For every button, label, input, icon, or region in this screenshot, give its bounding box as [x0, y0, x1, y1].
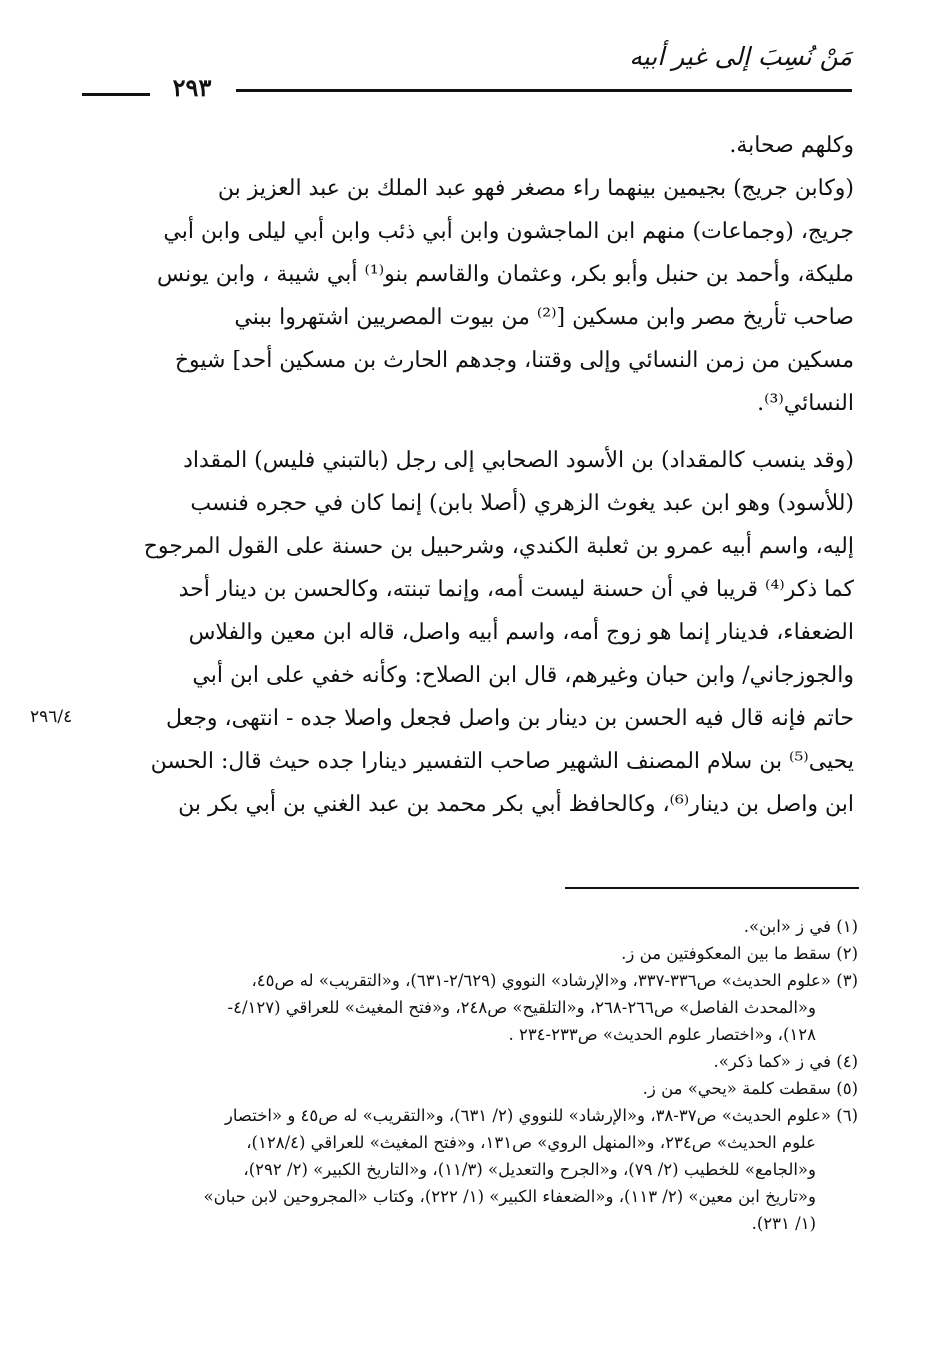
text-line: يحيى⁽⁵⁾ بن سلام المصنف الشهير صاحب التفسير دينارا جده حيث قال: الحسن	[150, 749, 854, 774]
footnote-line: (٦) «علوم الحديث» ص٣٧-٣٨، و«الإرشاد» للنووي (٢/ ٦٣١)، و«التقريب» له ص٤٥ و «اختصار	[224, 1106, 858, 1125]
text-line: كما ذكر⁽⁴⁾ قريبا في أن حسنة ليست أمه، وإنما تبنته، وكالحسن بن دينار أحد	[178, 577, 854, 602]
text-line: صاحب تأريخ مصر وابن مسكين [⁽²⁾ من بيوت المصريين اشتهروا ببني	[234, 305, 854, 330]
text-line: حاتم فإنه قال فيه الحسن بن دينار بن واصل فجعل واصلا جده - انتهى، وجعل	[166, 706, 854, 731]
text-line: مسكين من زمن النسائي وإلى وقتنا، وجدهم الحارث بن مسكين أحد] شيوخ	[174, 348, 854, 373]
footnote-line: (٤) في ز «كما ذكر».	[713, 1052, 858, 1071]
footnote-line: (٢) سقط ما بين المعكوفتين من ز.	[621, 944, 858, 963]
text-line: جريج، (وجماعات) منهم ابن الماجشون وابن أبي ذئب وابن أبي ليلى وابن أبي	[163, 219, 854, 244]
text-line: الضعفاء، فدينار إنما هو زوج أمه، واسم أبيه واصل، قاله ابن معين والفلاس	[188, 620, 854, 645]
text-line: مليكة، وأحمد بن حنبل وأبو بكر، وعثمان والقاسم بنو⁽¹⁾ أبي شيبة ، وابن يونس	[157, 262, 854, 287]
text-line: (للأسود) وهو ابن عبد يغوث الزهري (أصلا بابن) إنما كان في حجره فنسب	[190, 491, 854, 516]
paragraph-gap	[80, 425, 854, 439]
main-text	[80, 124, 854, 826]
footnote-line: (٣) «علوم الحديث» ص٣٣٦-٣٣٧، و«الإرشاد» النووي (٢/٦٢٩-٦٣١)، و«التقريب» له ص٤٥،	[251, 971, 858, 990]
text-line: والجوزجاني/ وابن حبان وغيرهم، قال ابن الصلاح: وكأنه خفي على ابن أبي	[192, 663, 854, 688]
text-line: (وكابن جريج) بجيمين بينهما راء مصغر فهو عبد الملك بن عبد العزيز بن	[217, 176, 854, 201]
header-rule-short	[82, 93, 150, 96]
footnote-line: (٥) سقطت كلمة «يحي» من ز.	[642, 1079, 858, 1098]
footnotes	[78, 913, 858, 1237]
running-title: مَنْ نُسِبَ إلى غير أبيه	[629, 42, 852, 71]
footnote-line: (١) في ز «ابن».	[743, 917, 858, 936]
text-line: النسائي⁽³⁾.	[757, 391, 854, 416]
text-line: وكلهم صحابة.	[729, 133, 854, 158]
page-header	[0, 0, 947, 110]
footnote-line: و«المحدث الفاصل» ص٢٦٦-٢٦٨، و«التلقيح» ص٢٤٨، و«فتح المغيث» للعراقي (٤/١٢٧-	[227, 998, 816, 1017]
footnote-separator	[565, 887, 859, 889]
footnote-line: و«تاريخ ابن معين» (٢/ ١١٣)، و«الضعفاء الكبير» (١/ ٢٢٢)، وكتاب «المجروحين لابن حبان»	[203, 1187, 816, 1206]
header-rule	[236, 89, 852, 92]
footnote-line: (١/ ٢٣١).	[751, 1214, 816, 1233]
text-line: (وقد ينسب كالمقداد) بن الأسود الصحابي إلى رجل (بالتبني فليس) المقداد	[183, 448, 854, 473]
text-line: ابن واصل بن دينار⁽⁶⁾، وكالحافظ أبي بكر محمد بن عبد الغني بن أبي بكر بن	[178, 792, 854, 817]
text-line: إليه، واسم أبيه عمرو بن ثعلبة الكندي، وشرحبيل بن حسنة على القول المرجوح	[143, 534, 854, 559]
footnote-line: و«الجامع» للخطيب (٢/ ٧٩)، و«الجرح والتعديل» (١١/٣)، و«التاريخ الكبير» (٢/ ٢٩٢)،	[243, 1160, 816, 1179]
margin-page-reference: ٢٩٦/٤	[30, 707, 73, 727]
page-number: ٢٩٣	[172, 73, 212, 102]
footnote-line: ١٢٨)، و«اختصار علوم الحديث» ص٢٣٣-٢٣٤ .	[508, 1025, 816, 1044]
footnote-line: علوم الحديث» ص٢٣٤، و«المنهل الروي» ص١٣١، و«فتح المغيث» للعراقي (١٢٨/٤)،	[246, 1133, 816, 1152]
